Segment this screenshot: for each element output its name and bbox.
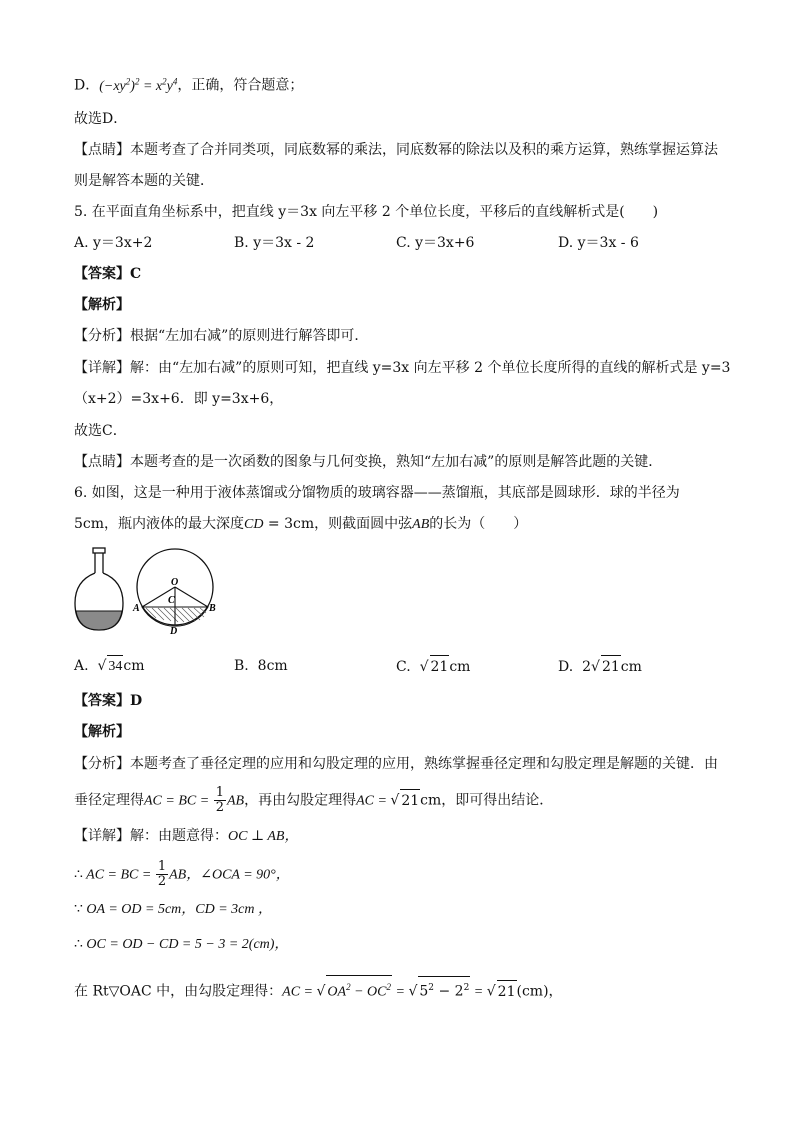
q6-analysis-1: 【分析】本题考查了垂径定理的应用和勾股定理的应用，熟练掌握垂径定理和勾股定理是解题的关键．由 bbox=[74, 756, 718, 772]
q6-answer: 【答案】D bbox=[74, 693, 143, 709]
q6-analysis-2: 垂径定理得AC = BC = $\frac{1}{2}$ AB，再由勾股定理得AC = √ 21cm，即可得出结论． bbox=[74, 785, 554, 815]
q5-detail-1: 【详解】解：由“左加右减”的原则可知，把直线 y=3x 向左平移 2 个单位长度所得的直线的解析式是 y=3 bbox=[74, 360, 731, 376]
q6-analysis-head: 【解析】 bbox=[74, 724, 130, 740]
q6-option-c: C. √ 21cm bbox=[396, 655, 470, 678]
d-option-line: D．$(-xy^2)^2 = x^2y^4$，正确，符合题意； bbox=[74, 76, 304, 94]
q5-analysis-head: 【解析】 bbox=[74, 297, 130, 313]
q5-option-d: D. y＝3x - 6 bbox=[558, 235, 639, 251]
q5-note: 【点睛】本题考查的是一次函数的图象与几何变换，熟知“左加右减”的原则是解答此题的关键． bbox=[74, 454, 663, 470]
d-choose: 故选D． bbox=[74, 111, 128, 127]
q6-detail-2: ∴ AC = BC = $\frac{1}{2}$ AB，∠OCA = 90°， bbox=[74, 859, 290, 889]
q6-detail-3: ∵ OA = OD = 5cm，CD = 3cm ， bbox=[74, 901, 272, 917]
label-o: O bbox=[171, 577, 179, 588]
q6-option-b: B. 8cm bbox=[234, 658, 288, 674]
label-c: C bbox=[168, 595, 175, 606]
q5-detail-2: （x+2）=3x+6．即 y=3x+6， bbox=[74, 391, 284, 407]
q5-option-b: B. y＝3x - 2 bbox=[234, 235, 315, 251]
q5-analysis: 【分析】根据“左加右减”的原则进行解答即可． bbox=[74, 328, 369, 344]
q6-option-a: A. √ 34cm bbox=[74, 655, 145, 678]
label-d: D bbox=[170, 626, 178, 637]
q6-detail-4: ∴ OC = OD − CD = 5 − 3 = 2(cm)， bbox=[74, 936, 289, 952]
q5-option-a: A. y＝3x+2 bbox=[74, 235, 153, 251]
q6-detail-5: 在 Rt▽OAC 中，由勾股定理得：AC = √ $OA^2 - OC^2$ = √ $5^2 - 2^2$ = √ 21(cm)， bbox=[74, 975, 563, 1004]
circle-diagram bbox=[132, 549, 216, 637]
q4-note-2: 则是解答本题的关键． bbox=[74, 173, 214, 189]
q4-note-1: 【点睛】本题考查了合并同类项，同底数幂的乘法，同底数幂的除法以及积的乘方运算，熟练掌握运算法 bbox=[74, 142, 718, 158]
label-a: A bbox=[133, 603, 140, 614]
q5-option-c: C. y＝3x+6 bbox=[396, 235, 475, 251]
q5-stem: 5. 在平面直角坐标系中，把直线 y＝3x 向左平移 2 个单位长度，平移后的直线解析式是( ) bbox=[74, 204, 659, 220]
flask-illustration bbox=[75, 548, 123, 630]
d-option-tail: ，正确，符合题意； bbox=[177, 77, 304, 94]
q6-option-d: D. 2√ 21cm bbox=[558, 655, 642, 678]
q6-stem-1: 6. 如图，这是一种用于液体蒸馏或分馏物质的玻璃容器——蒸馏瓶，其底部是圆球形．球的半径为 bbox=[74, 485, 680, 501]
q6-detail-1: 【详解】解：由题意得：OC ⊥ AB， bbox=[74, 828, 299, 844]
label-b: B bbox=[209, 603, 216, 614]
q6-figure bbox=[72, 545, 222, 637]
q5-choose: 故选C． bbox=[74, 423, 127, 439]
q5-answer: 【答案】C bbox=[74, 266, 142, 282]
q6-stem-2: 5cm，瓶内液体的最大深度CD = 3cm，则截面圆中弦AB的长为（ ） bbox=[74, 516, 528, 532]
